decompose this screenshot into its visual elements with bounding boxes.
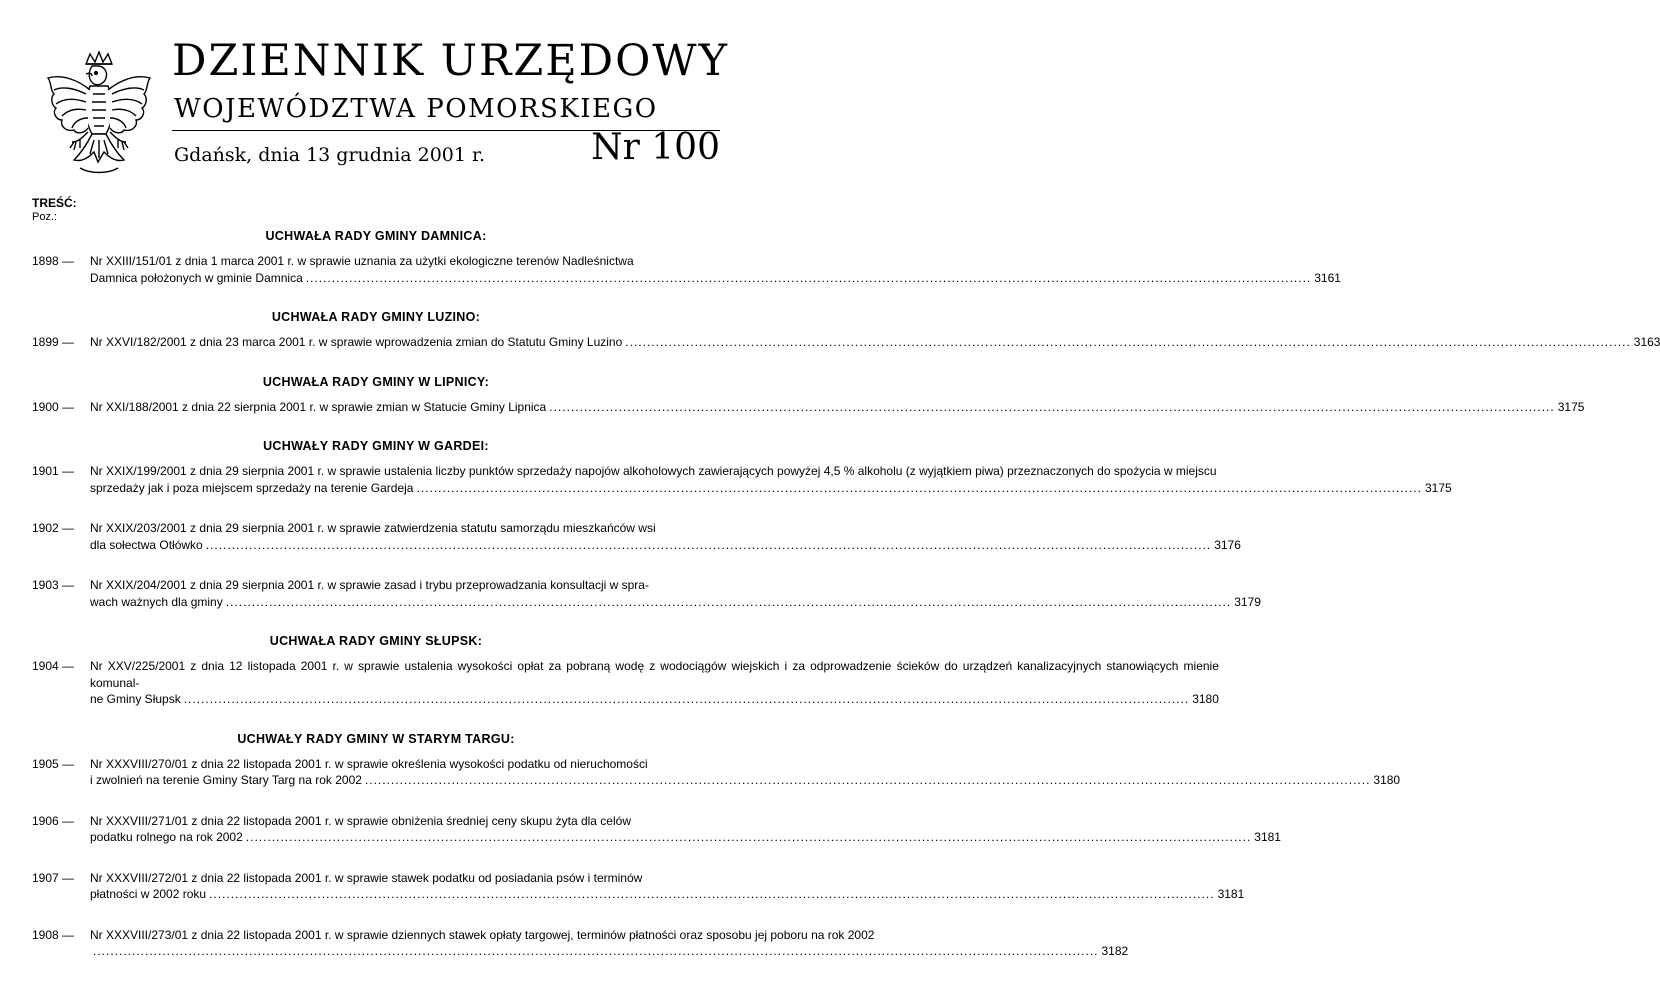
entry-number: 1904 —: [32, 659, 75, 673]
entry-last-line: [90, 829, 1281, 846]
section-title: UCHWAŁA RADY GMINY DAMNICA:: [265, 229, 487, 243]
dot-leader: [246, 829, 1251, 846]
entry-description-end: wach ważnych dla gminy: [90, 594, 223, 609]
page-number: 3180: [1192, 692, 1219, 706]
entry-number: 1903 —: [32, 578, 75, 592]
entry-body: [90, 253, 1341, 286]
entry-last-line: [90, 886, 1244, 903]
masthead: [0, 0, 768, 190]
position-label: Poz.:: [32, 211, 58, 223]
page-number: 3175: [1557, 399, 1585, 414]
dot-leader: [93, 943, 1098, 960]
entry-last-line: [90, 399, 1584, 416]
entry-body: [90, 520, 1241, 553]
entry-description: Nr XXV/225/2001 z dnia 12 listopada 2001 r. w sprawie ustalenia wysokości opłat za pobraną wodę z wodociągów wiejskich i za odprowadzenie ścieków do urządzeń kanalizacyjnych stanowiących mienie komunal-: [90, 659, 1219, 690]
entry-last-line: [90, 594, 1261, 611]
masthead-subtitle: WOJEWÓDZTWA POMORSKIEGO: [174, 94, 658, 124]
contents-heading: TREŚĆ:: [32, 196, 77, 210]
entry-body: [90, 813, 1281, 846]
entry-body: [90, 463, 1452, 496]
page-number: 3176: [1214, 537, 1241, 552]
page-number: 3182: [1101, 944, 1129, 958]
page-number: 3175: [1424, 480, 1452, 495]
entry-description-end: Nr XXI/188/2001 z dnia 22 sierpnia 2001 r. w sprawie zmian w Statucie Gminy Lipnica: [90, 399, 547, 414]
dot-leader: [184, 691, 1189, 708]
entry-description-end: ne Gminy Słupsk: [90, 692, 181, 706]
section-title: UCHWAŁA RADY GMINY LUZINO:: [271, 310, 481, 324]
entry-number: 1907 —: [32, 870, 75, 885]
page-number: 3163: [1633, 335, 1660, 349]
entry-description-end: dla sołectwa Otłówko: [90, 537, 203, 552]
dot-leader: [549, 399, 1554, 416]
dot-leader: [625, 334, 1630, 351]
contents-sections: [32, 229, 1660, 960]
page-number: 3181: [1217, 887, 1245, 901]
entry-last-line: [90, 691, 1219, 708]
entry-description: Nr XXIX/199/2001 z dnia 29 sierpnia 2001 r. w sprawie ustalenia liczby punktów sprzedaży napojów alkoholowych zawierających powyżej 4,5 % alkoholu (z wyjątkiem piwa) przeznaczonych do spożycia w miejscu: [90, 464, 1217, 478]
dot-leader: [306, 270, 1311, 287]
dot-leader: [365, 772, 1370, 789]
entry-last-line: [90, 537, 1241, 554]
entry-body: [90, 399, 1584, 416]
section-title: UCHWAŁA RADY GMINY SŁUPSK:: [269, 634, 483, 648]
list-item: [32, 253, 1341, 286]
entry-body: [90, 927, 1128, 960]
entry-description: Nr XXXVIII/272/01 z dnia 22 listopada 2001 r. w sprawie stawek podatku od posiadania psów i terminów: [90, 870, 643, 885]
entry-description-end: sprzedaży jak i poza miejscem sprzedaży na terenie Gardeja: [90, 480, 414, 495]
entry-number: 1900 —: [32, 399, 75, 414]
list-item: [32, 399, 1585, 416]
entry-description: Nr XXIII/151/01 z dnia 1 marca 2001 r. w sprawie uznania za użytki ekologiczne terenów Nadleśnictwa: [90, 254, 634, 268]
page-number: 3179: [1234, 594, 1261, 609]
place-and-date: Gdańsk, dnia 13 grudnia 2001 r.: [174, 144, 486, 166]
entry-description-end: Damnica położonych w gminie Damnica: [90, 270, 303, 285]
entry-description: Nr XXXVIII/270/01 z dnia 22 listopada 2001 r. w sprawie określenia wysokości podatku od nieruchomości: [90, 756, 648, 771]
entry-number: 1908 —: [32, 927, 75, 942]
polish-eagle-emblem-icon: [40, 50, 158, 186]
page-number: 3180: [1373, 773, 1401, 787]
entry-description: Nr XXIX/204/2001 z dnia 29 sierpnia 2001 r. w sprawie zasad i trybu przeprowadzania konsultacji w spra-: [90, 578, 649, 592]
entry-body: [90, 577, 1261, 610]
entry-description: Nr XXXVIII/271/01 z dnia 22 listopada 2001 r. w sprawie obniżenia średniej ceny skupu żyta dla celów: [90, 813, 631, 828]
section-title: UCHWAŁA RADY GMINY W LIPNICY:: [262, 374, 490, 389]
issue-number: Nr 100: [591, 127, 720, 168]
entry-last-line: [90, 334, 1660, 351]
list-item: [32, 756, 1401, 789]
page-number: 3181: [1254, 830, 1281, 844]
entry-body: [90, 870, 1244, 903]
table-of-contents: [32, 196, 1660, 984]
entry-body: [90, 658, 1219, 708]
list-item: [32, 870, 1245, 903]
entry-last-line: [90, 480, 1452, 497]
page-number: 3161: [1314, 270, 1341, 285]
list-item: [32, 813, 1281, 846]
dot-leader: [209, 886, 1214, 903]
dot-leader: [416, 480, 1421, 497]
entry-last-line: [90, 772, 1400, 789]
entry-description-end: Nr XXVI/182/2001 z dnia 23 marca 2001 r. w sprawie wprowadzenia zmian do Statutu Gminy Luzino: [90, 335, 623, 349]
entry-description: Nr XXXVIII/273/01 z dnia 22 listopada 2001 r. w sprawie dziennych stawek opłaty targowej, terminów płatności oraz sposobu jej poboru na rok 2002: [90, 927, 875, 942]
list-item: [32, 577, 1261, 610]
section-title: UCHWAŁY RADY GMINY W STARYM TARGU:: [237, 731, 515, 746]
entry-number: 1899 —: [32, 335, 75, 349]
list-item: [32, 520, 1241, 553]
list-item: [32, 658, 1219, 708]
entry-number: 1898 —: [32, 254, 75, 268]
entry-number: 1901 —: [32, 464, 75, 478]
entry-description-end: płatności w 2002 roku: [90, 887, 207, 901]
list-item: [32, 927, 1129, 960]
entry-number: 1902 —: [32, 521, 75, 535]
entry-description-end: i zwolnień na terenie Gminy Stary Targ na rok 2002: [90, 773, 362, 787]
entry-body: [90, 756, 1400, 789]
entry-last-line: [90, 270, 1341, 287]
masthead-title: DZIENNIK URZĘDOWY: [172, 36, 729, 86]
dot-leader: [206, 537, 1211, 554]
list-item: [32, 334, 1660, 351]
dot-leader: [226, 594, 1231, 611]
entry-last-line: [90, 943, 1128, 960]
list-item: [32, 463, 1452, 496]
entry-number: 1905 —: [32, 756, 75, 771]
section-title: UCHWAŁY RADY GMINY W GARDEI:: [263, 439, 489, 453]
entry-number: 1906 —: [32, 813, 75, 828]
entry-body: [90, 334, 1660, 351]
entry-description-end: podatku rolnego na rok 2002: [90, 830, 243, 844]
entry-description: Nr XXIX/203/2001 z dnia 29 sierpnia 2001 r. w sprawie zatwierdzenia statutu samorządu mieszkańców wsi: [90, 521, 656, 535]
